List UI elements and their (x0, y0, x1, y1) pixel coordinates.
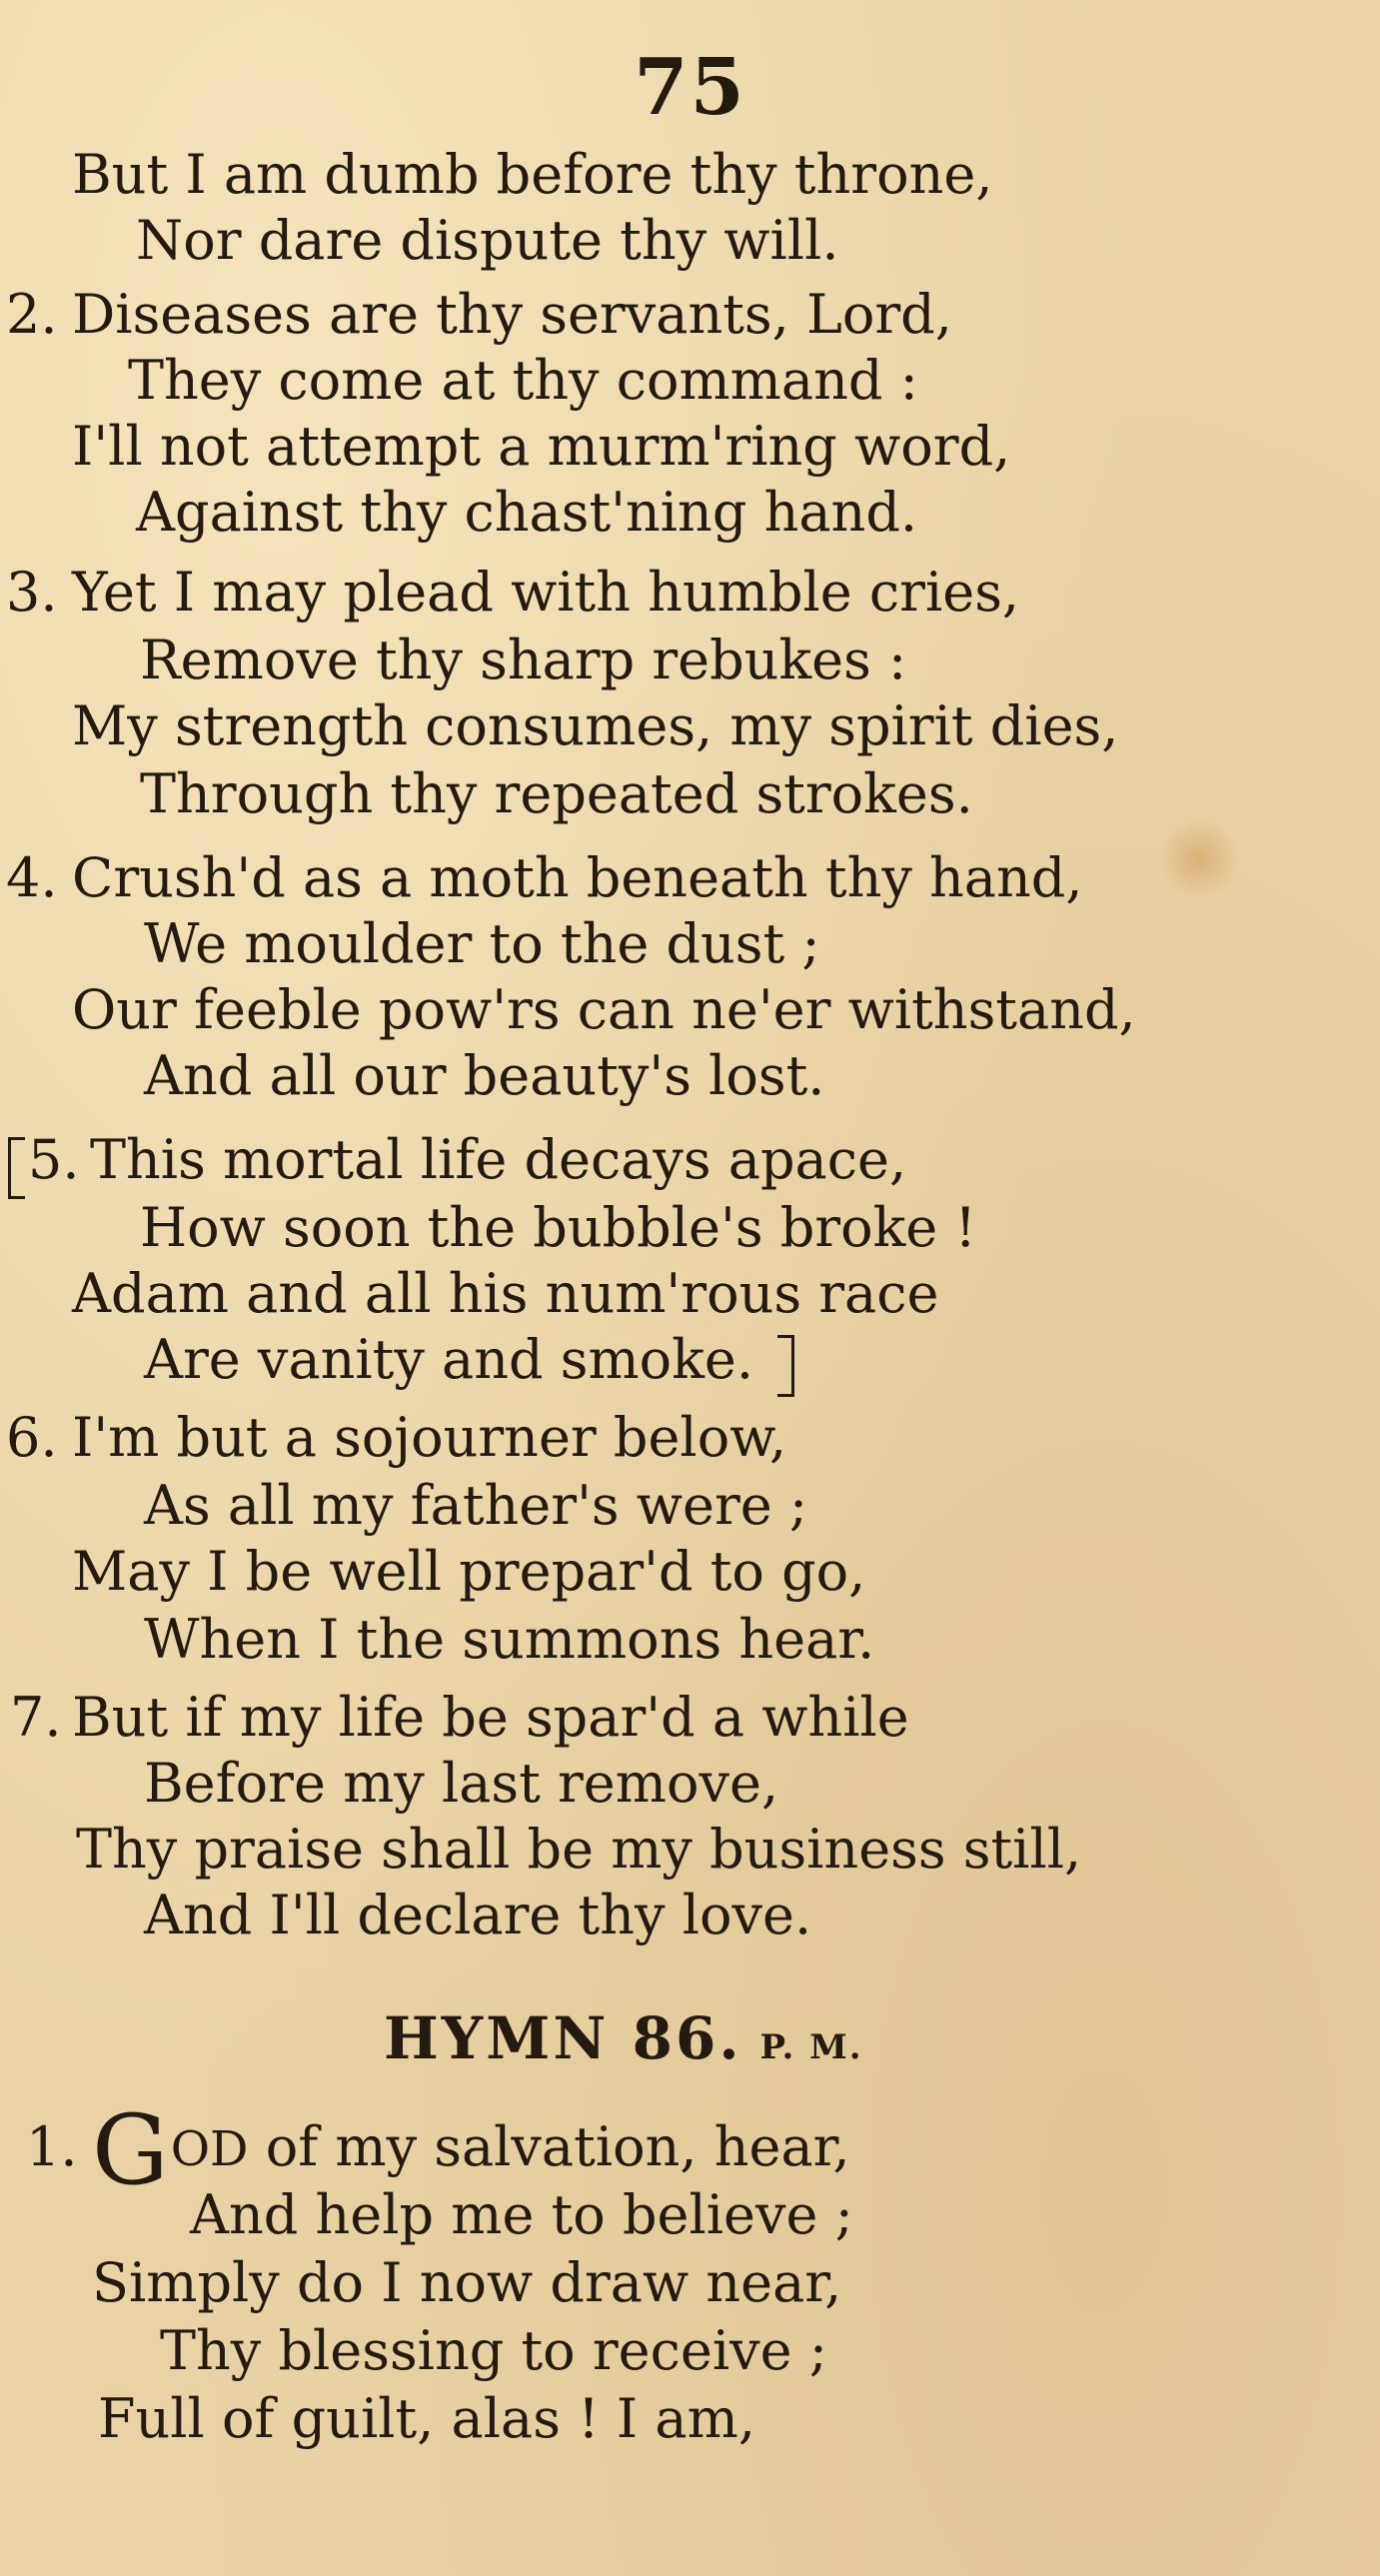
verse-line: My strength consumes, my spirit dies, (72, 694, 1119, 757)
first-line-tail: of my salvation, hear, (248, 2115, 850, 2178)
verse-5-number: 5. (28, 1128, 80, 1191)
verse-line: Diseases are thy servants, Lord, (72, 283, 952, 346)
verse-line: Remove thy sharp rebukes : (140, 629, 907, 691)
close-bracket (777, 1335, 794, 1397)
verse-line: When I the summons hear. (144, 1608, 875, 1671)
verse-line: I'm but a sojourner below, (72, 1406, 787, 1469)
verse-line: As all my father's were ; (144, 1474, 808, 1537)
verse-line: Nor dare dispute thy will. (136, 209, 839, 272)
verse-line: We moulder to the dust ; (144, 912, 820, 975)
verse-line: They come at thy command : (128, 349, 918, 412)
verse-line: And all our beauty's lost. (144, 1044, 825, 1107)
hymn-title-text: HYMN 86. (384, 2004, 742, 2072)
verse-line: May I be well prepar'd to go, (72, 1540, 866, 1603)
hymn-first-line (92, 2094, 850, 2206)
verse-line: Before my last remove, (144, 1752, 779, 1815)
verse-line: Thy blessing to receive ; (160, 2319, 827, 2382)
hymn-meter: P. M. (759, 2027, 863, 2067)
verse-line: Through thy repeated strokes. (140, 762, 973, 825)
hymn-verse-1-number: 1. (26, 2115, 78, 2178)
verse-line: I'll not attempt a murm'ring word, (72, 415, 1011, 478)
verse-line: Full of guilt, alas ! I am, (98, 2387, 755, 2450)
verse-line: Thy praise shall be my business still, (76, 1818, 1082, 1881)
verse-line: Our feeble pow'rs can ne'er withstand, (72, 978, 1136, 1041)
hymn-title (384, 2004, 863, 2072)
open-bracket (8, 1137, 25, 1199)
verse-2-number: 2. (6, 283, 58, 346)
verse-line: This mortal life decays apace, (90, 1128, 907, 1191)
verse-line: Yet I may plead with humble cries, (72, 561, 1020, 624)
verse-line: Adam and all his num'rous race (72, 1262, 939, 1325)
verse-4-number: 4. (6, 846, 58, 909)
verse-line: But if my life be spar'd a while (72, 1686, 909, 1749)
verse-line: Against thy chast'ning hand. (136, 481, 918, 544)
drop-cap: G (92, 2094, 169, 2206)
verse-7-number: 7. (10, 1686, 62, 1749)
verse-line: And I'll declare thy love. (144, 1884, 812, 1946)
verse-line: But I am dumb before thy throne, (72, 143, 993, 206)
verse-line: Crush'd as a moth beneath thy hand, (72, 846, 1083, 909)
verse-3-number: 3. (6, 561, 58, 624)
verse-line: And help me to believe ; (190, 2183, 853, 2246)
drop-cap-rest: OD (170, 2121, 249, 2177)
page-number: 75 (634, 42, 746, 133)
verse-6-number: 6. (6, 1406, 58, 1469)
verse-line: How soon the bubble's broke ! (140, 1196, 977, 1259)
verse-line: Are vanity and smoke. (144, 1328, 754, 1391)
verse-line: Simply do I now draw near, (92, 2251, 842, 2314)
